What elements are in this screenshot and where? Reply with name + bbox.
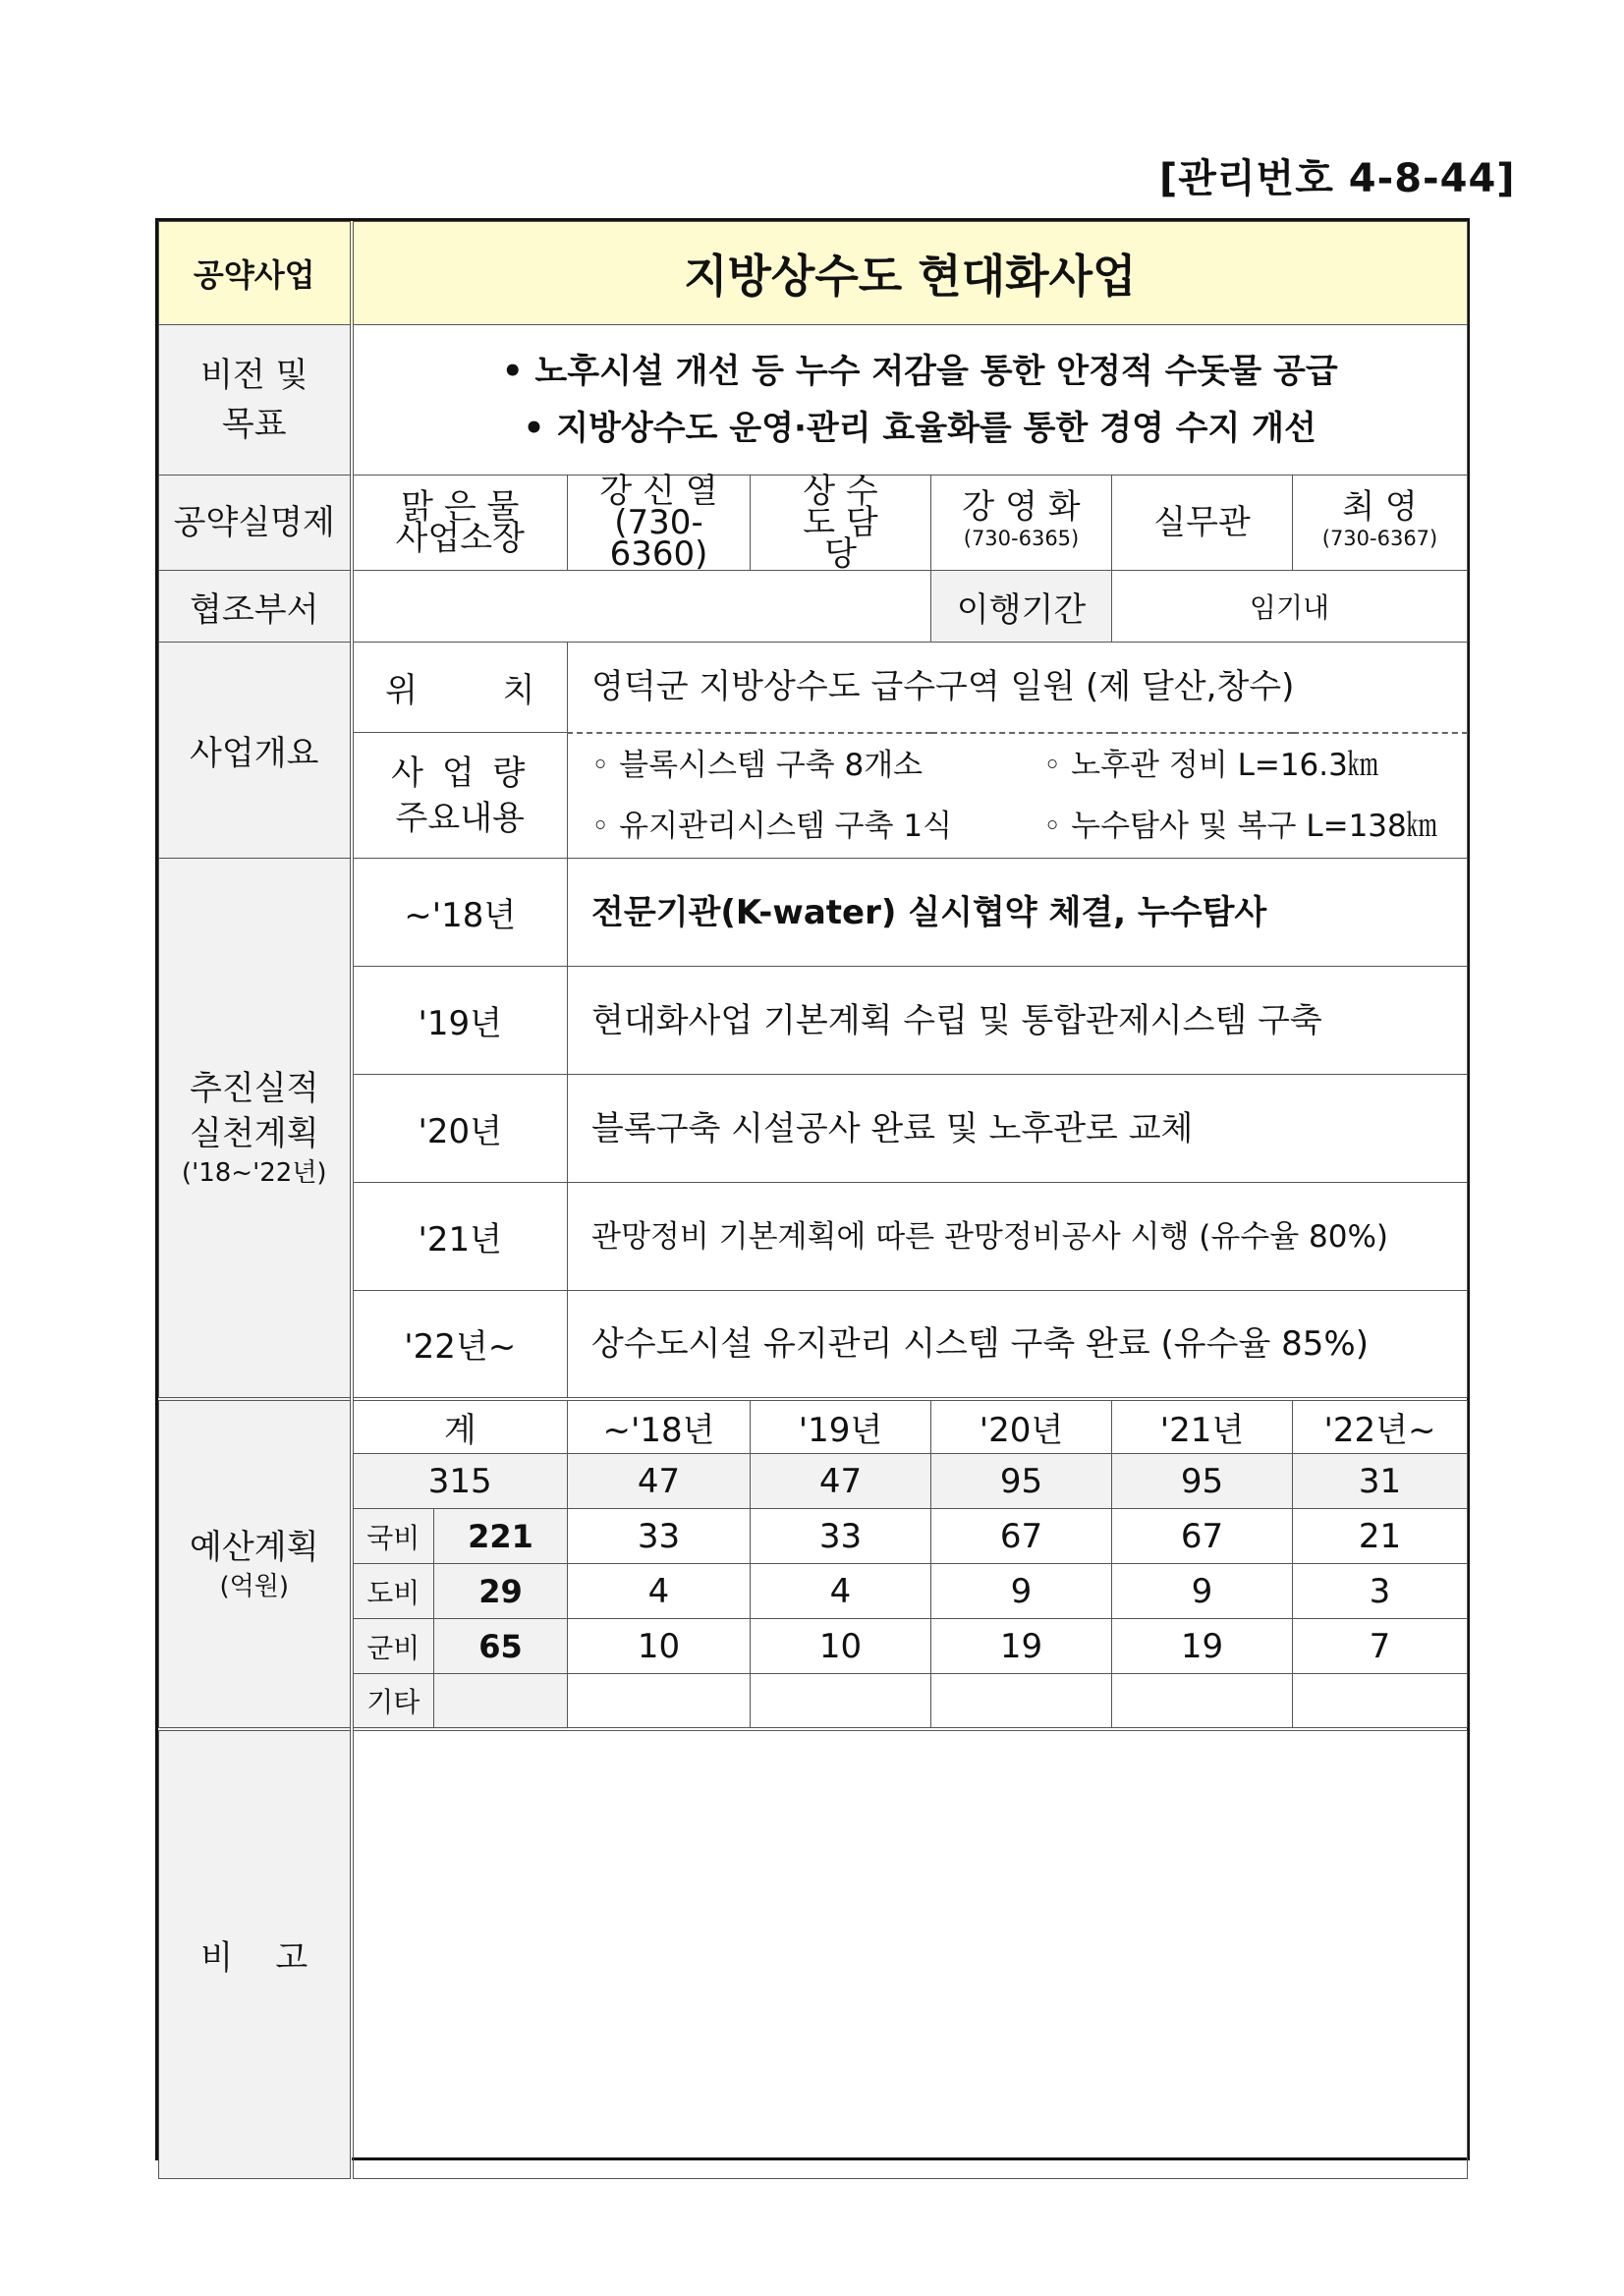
vision-item: • 노후시설 개선 등 누수 저감을 통한 안정적 수돗물 공급 <box>501 352 1338 391</box>
progress-text: 관망정비 기본계획에 따른 관망정비공사 시행 (유수율 80%) <box>568 1183 1468 1291</box>
person-role: 실무관 <box>1112 476 1293 571</box>
budget-header: ~'18년 <box>568 1399 751 1454</box>
budget-value: 9 <box>931 1564 1112 1619</box>
location-value: 영덕군 지방상수도 급수구역 일원 (제 달산,창수) <box>568 643 1468 733</box>
vision-item: • 지방상수도 운영·관리 효율화를 통한 경영 수지 개선 <box>523 409 1316 448</box>
budget-value: 10 <box>751 1619 931 1674</box>
location-label: 위 치 <box>352 643 568 733</box>
budget-value: 10 <box>568 1619 751 1674</box>
progress-year: ~'18년 <box>352 859 568 967</box>
person-name: 강 영 화 <box>962 487 1081 527</box>
budget-value: 33 <box>568 1509 751 1564</box>
budget-value: 19 <box>1112 1619 1293 1674</box>
budget-total: 315 <box>352 1454 568 1509</box>
cooperation-value <box>352 571 931 643</box>
budget-value <box>1293 1674 1468 1729</box>
period-label: 이행기간 <box>931 571 1112 643</box>
budget-total: 31 <box>1293 1454 1468 1509</box>
budget-unit: (억원) <box>219 1571 290 1601</box>
remarks-value <box>352 1729 1468 2179</box>
budget-header: '21년 <box>1112 1399 1293 1454</box>
budget-value: 33 <box>751 1509 931 1564</box>
progress-year: '22년~ <box>352 1291 568 1399</box>
cooperation-label: 협조부서 <box>159 571 352 643</box>
budget-source-total: 221 <box>434 1509 568 1564</box>
budget-source: 도비 <box>352 1564 434 1619</box>
progress-year: '20년 <box>352 1075 568 1183</box>
budget-label-line: 예산계획 <box>190 1527 319 1567</box>
budget-total: 47 <box>751 1454 931 1509</box>
content-item: ◦ 누수탐사 및 복구 L=138㎞ <box>1043 808 1437 844</box>
person-role: 상 수 도 담 당 <box>751 476 931 571</box>
budget-source-total: 65 <box>434 1619 568 1674</box>
person-role: 맑 은 물 사업소장 <box>352 476 568 571</box>
progress-label <box>159 859 352 1399</box>
budget-value <box>1112 1674 1293 1729</box>
person-tel: (730-6365) <box>963 527 1080 550</box>
content-item: ◦ 블록시스템 구축 8개소 <box>591 747 924 783</box>
budget-value <box>568 1674 751 1729</box>
budget-header: '22년~ <box>1293 1399 1468 1454</box>
vision-goals <box>352 325 1468 476</box>
person-contact <box>931 476 1112 571</box>
progress-text: 블록구축 시설공사 완료 및 노후관로 교체 <box>568 1075 1468 1183</box>
budget-value: 21 <box>1293 1509 1468 1564</box>
header-label: 공약사업 <box>159 222 352 325</box>
budget-value <box>751 1674 931 1729</box>
person-name: 강 신 열 <box>599 472 718 511</box>
content-item: ◦ 노후관 정비 L=16.3㎞ <box>1043 747 1378 783</box>
person-name: 최 영 <box>1342 487 1418 527</box>
person-contact <box>568 472 751 574</box>
progress-text: 현대화사업 기본계획 수립 및 통합관제시스템 구축 <box>568 967 1468 1075</box>
progress-text: 전문기관(K-water) 실시협약 체결, 누수탐사 <box>568 859 1468 967</box>
progress-label-line: 실천계획 <box>190 1113 319 1153</box>
budget-header: 계 <box>352 1399 568 1454</box>
vision-label: 비전 및 목표 <box>159 325 352 476</box>
responsible-label: 공약실명제 <box>159 476 352 571</box>
content-label-line: 주요내용 <box>395 798 525 838</box>
budget-source-total <box>434 1674 568 1729</box>
person-tel: (730-6360) <box>609 503 708 574</box>
budget-total: 95 <box>931 1454 1112 1509</box>
budget-value: 67 <box>931 1509 1112 1564</box>
pledge-table <box>158 221 1468 2179</box>
budget-value: 3 <box>1293 1564 1468 1619</box>
progress-text: 상수도시설 유지관리 시스템 구축 완료 (유수율 85%) <box>568 1291 1468 1399</box>
content-item: ◦ 유지관리시스템 구축 1식 <box>591 808 953 844</box>
content-label-line: 사 업 량 <box>391 753 530 793</box>
budget-value: 67 <box>1112 1509 1293 1564</box>
project-title: 지방상수도 현대화사업 <box>352 222 1468 325</box>
content-label <box>352 733 568 859</box>
budget-value: 4 <box>568 1564 751 1619</box>
budget-total: 47 <box>568 1454 751 1509</box>
budget-value <box>931 1674 1112 1729</box>
person-tel: (730-6367) <box>1321 527 1438 550</box>
remarks-label: 비 고 <box>159 1729 352 2179</box>
progress-year: '19년 <box>352 967 568 1075</box>
budget-source: 국비 <box>352 1509 434 1564</box>
budget-header: '20년 <box>931 1399 1112 1454</box>
budget-value: 9 <box>1112 1564 1293 1619</box>
management-number: [관리번호 4-8-44] <box>1159 156 1516 201</box>
budget-total: 95 <box>1112 1454 1293 1509</box>
progress-label-period: ('18~'22년) <box>181 1157 327 1188</box>
person-contact <box>1293 476 1468 571</box>
budget-source: 군비 <box>352 1619 434 1674</box>
budget-value: 7 <box>1293 1619 1468 1674</box>
progress-year: '21년 <box>352 1183 568 1291</box>
budget-value: 4 <box>751 1564 931 1619</box>
content-items <box>568 733 1468 859</box>
period-value: 임기내 <box>1112 571 1468 643</box>
progress-label-line: 추진실적 <box>190 1068 319 1108</box>
overview-label: 사업개요 <box>159 643 352 859</box>
budget-source: 기타 <box>352 1674 434 1729</box>
budget-source-total: 29 <box>434 1564 568 1619</box>
budget-label <box>159 1399 352 1729</box>
budget-value: 19 <box>931 1619 1112 1674</box>
budget-header: '19년 <box>751 1399 931 1454</box>
